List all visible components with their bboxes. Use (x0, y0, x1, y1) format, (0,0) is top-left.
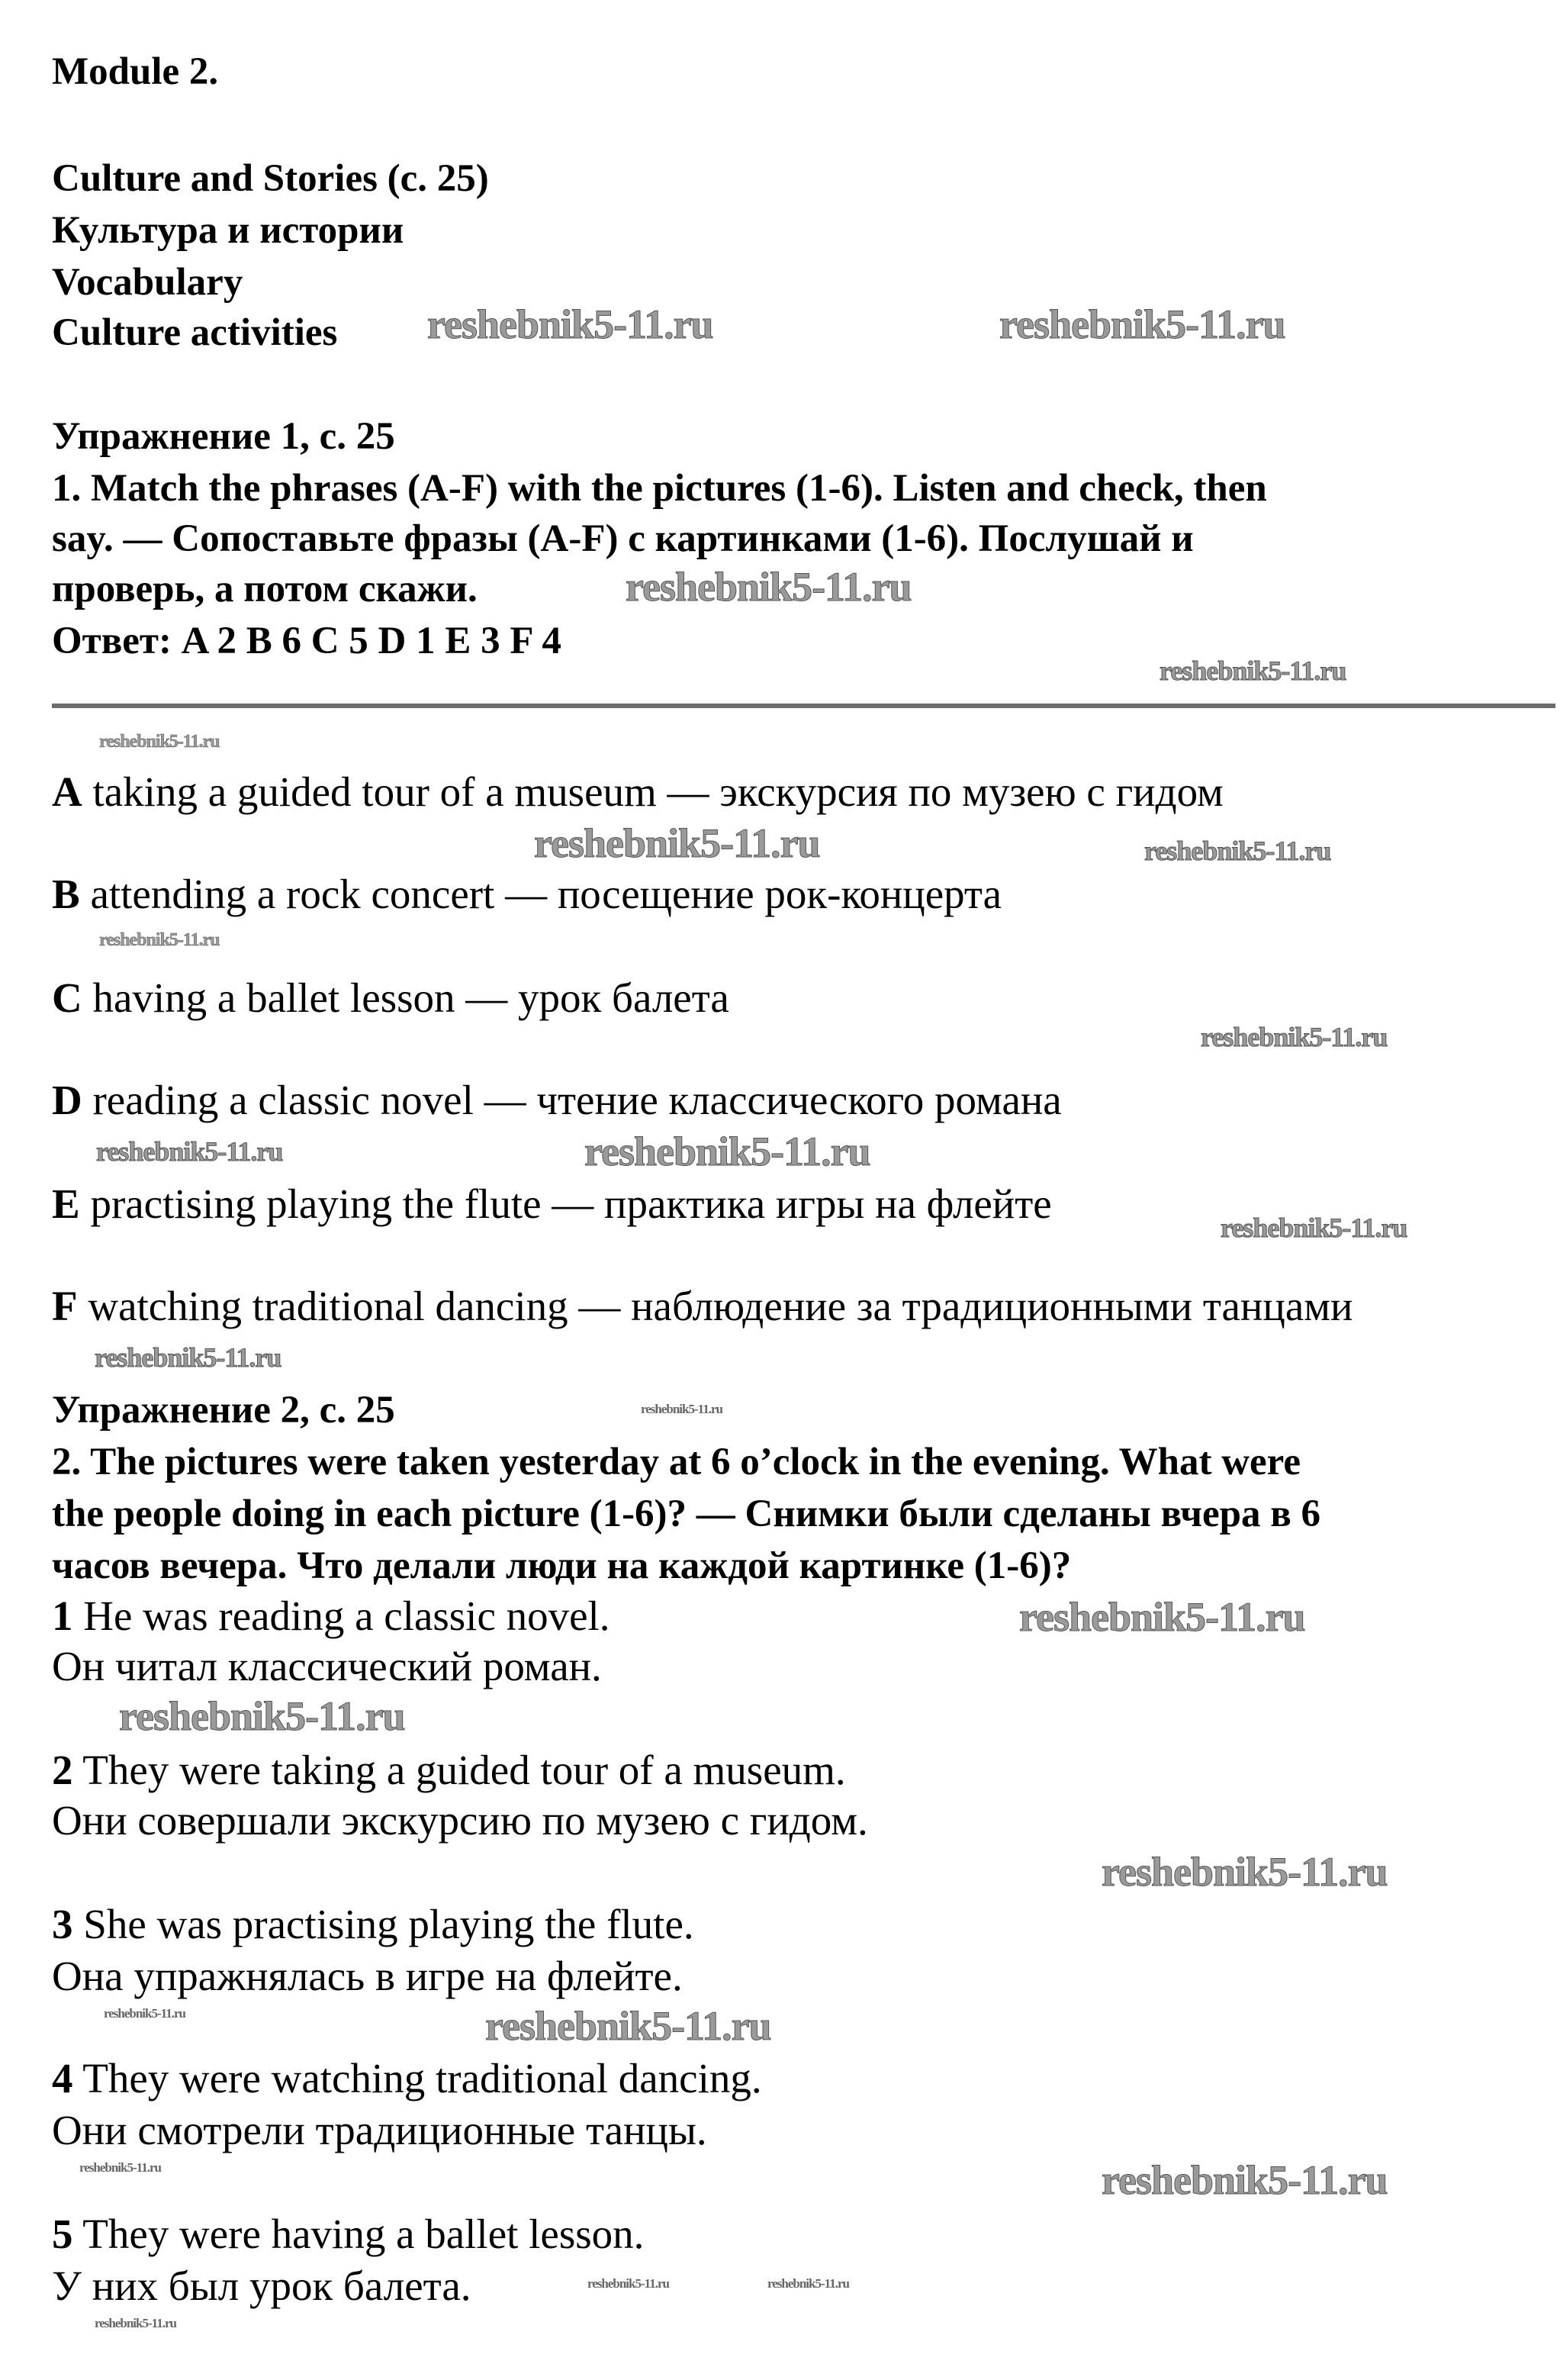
watermark: reshebnik5-11.ru (534, 820, 820, 866)
answer-en: 2 They were taking a guided tour of a museum. (52, 1747, 846, 1793)
watermark: reshebnik5-11.ru (767, 2276, 849, 2291)
watermark: reshebnik5-11.ru (1201, 1022, 1388, 1052)
answer-ru: Он читал классический роман. (52, 1643, 602, 1689)
exercise2-task: часов вечера. Что делали люди на каждой картинке (1-6)? (52, 1544, 1072, 1587)
watermark: reshebnik5-11.ru (1102, 1849, 1388, 1895)
exercise1-answer: Ответ: A 2 B 6 C 5 D 1 E 3 F 4 (52, 620, 561, 662)
watermark: reshebnik5-11.ru (1102, 2157, 1388, 2203)
exercise2-title: Упражнение 2, с. 25 (52, 1389, 395, 1432)
vocab-item: B attending a rock concert — посещение рок-концерта (52, 871, 1002, 917)
vocab-item: F watching traditional dancing — наблюдение за традиционными танцами (52, 1283, 1353, 1329)
watermark: reshebnik5-11.ru (104, 2006, 185, 2021)
watermark: reshebnik5-11.ru (79, 2160, 161, 2175)
watermark: reshebnik5-11.ru (119, 1693, 405, 1739)
vocab-item: A taking a guided tour of a museum — экскурсия по музею с гидом (52, 768, 1224, 815)
watermark: reshebnik5-11.ru (1160, 655, 1346, 686)
exercise1-task: 1. Match the phrases (A-F) with the pictures (1-6). Listen and check, then (52, 467, 1267, 510)
watermark: reshebnik5-11.ru (1019, 1594, 1305, 1640)
watermark: reshebnik5-11.ru (95, 1342, 281, 1373)
watermark: reshebnik5-11.ru (485, 2003, 771, 2049)
watermark: reshebnik5-11.ru (1221, 1213, 1407, 1243)
watermark: reshebnik5-11.ru (99, 930, 220, 950)
answer-en: 1 He was reading a classic novel. (52, 1593, 610, 1639)
section-title-ru: Культура и истории (52, 209, 404, 252)
watermark: reshebnik5-11.ru (99, 732, 220, 752)
watermark: reshebnik5-11.ru (1144, 836, 1331, 866)
watermark: reshebnik5-11.ru (95, 2316, 176, 2330)
vocab-item: E practising playing the flute — практика игры на флейте (52, 1180, 1052, 1227)
answer-en: 4 They were watching traditional dancing. (52, 2055, 762, 2101)
answer-en: 5 They were having a ballet lesson. (52, 2211, 645, 2257)
section-title: Culture and Stories (c. 25) (52, 157, 489, 200)
module-title: Module 2. (52, 50, 219, 93)
watermark: reshebnik5-11.ru (427, 301, 713, 347)
exercise1-task: проверь, а потом скажи. (52, 568, 478, 610)
answer-ru: Они смотрели традиционные танцы. (52, 2107, 707, 2153)
subtopic-title: Culture activities (52, 311, 338, 354)
exercise1-task: say. — Сопоставьте фразы (A-F) с картинками (1-6). Послушай и (52, 517, 1194, 560)
exercise1-title: Упражнение 1, с. 25 (52, 415, 395, 458)
answer-en: 3 She was practising playing the flute. (52, 1901, 694, 1947)
watermark: reshebnik5-11.ru (587, 2276, 669, 2291)
exercise2-task: 2. The pictures were taken yesterday at 6 o’clock in the evening. What were (52, 1441, 1301, 1483)
watermark: reshebnik5-11.ru (96, 1136, 283, 1167)
answer-ru: Они совершали экскурсию по музею с гидом. (52, 1797, 868, 1844)
exercise2-task: the people doing in each picture (1-6)? — Снимки были сделаны вчера в 6 (52, 1493, 1321, 1535)
watermark: reshebnik5-11.ru (626, 564, 912, 610)
answer-ru: Она упражнялась в игре на флейте. (52, 1953, 683, 1999)
answer-ru: У них был урок балета. (52, 2262, 471, 2309)
watermark: reshebnik5-11.ru (999, 301, 1285, 347)
watermark: reshebnik5-11.ru (641, 1402, 722, 1416)
watermark: reshebnik5-11.ru (584, 1129, 870, 1174)
vocab-item: C having a ballet lesson — урок балета (52, 974, 729, 1021)
topic-title: Vocabulary (52, 261, 243, 304)
divider (52, 704, 1555, 708)
vocab-item: D reading a classic novel — чтение классического романа (52, 1077, 1062, 1123)
